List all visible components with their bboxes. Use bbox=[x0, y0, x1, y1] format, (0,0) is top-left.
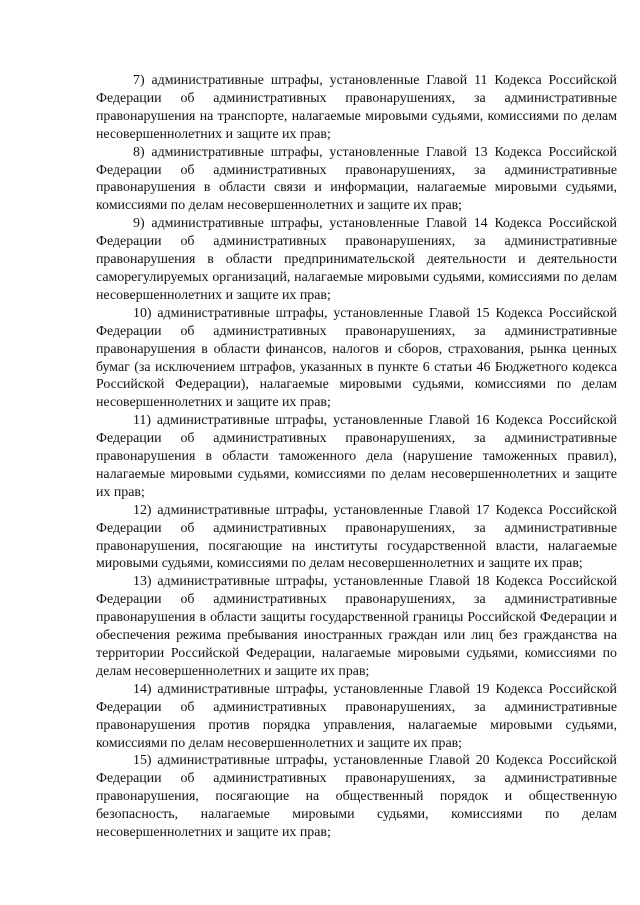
paragraph-item-15: 15) административные штрафы, установленные Главой 20 Кодекса Российской Федерации об административных правонарушениях, за административные правонарушения, посягающие на общественный порядок и общественную безопасность, налагаемые мировыми судьями, комиссиями по делам несовершеннолетних и защите их прав; bbox=[96, 753, 617, 841]
paragraph-item-12: 12) административные штрафы, установленные Главой 17 Кодекса Российской Федерации об административных правонарушениях, за административные правонарушения, посягающие на институты государственной власти, налагаемые мировыми судьями, комиссиями по делам несовершеннолетних и защите их прав; bbox=[96, 502, 617, 572]
paragraph-item-13: 13) административные штрафы, установленные Главой 18 Кодекса Российской Федерации об административных правонарушениях, за административные правонарушения в области защиты государственной границы Российской Федерации и обеспечения режима пребывания иностранных граждан или лиц без гражданства на территории Российской Федерации, налагаемые мировыми судьями, комиссиями по делам несовершеннолетних и защите их прав; bbox=[96, 574, 617, 679]
paragraph-item-11: 11) административные штрафы, установленные Главой 16 Кодекса Российской Федерации об административных правонарушениях, за административные правонарушения в области таможенного дела (нарушение таможенных правил), налагаемые мировыми судьями, комиссиями по делам несовершеннолетних и защите их прав; bbox=[96, 413, 617, 500]
paragraph-item-14: 14) административные штрафы, установленные Главой 19 Кодекса Российской Федерации об административных правонарушениях, за административные правонарушения против порядка управления, налагаемые мировыми судьями, комиссиями по делам несовершеннолетних и защите их прав; bbox=[96, 681, 617, 751]
paragraph-item-10: 10) административные штрафы, установленные Главой 15 Кодекса Российской Федерации об административных правонарушениях, за административные правонарушения в области финансов, налогов и сборов, страхования, рынка ценных бумаг (за исключением штрафов, указанных в пункте 6 статьи 46 Бюджетного кодекса Российской Федерации), налагаемые мировыми судьями, комиссиями по делам несовершеннолетних и защите их прав; bbox=[96, 305, 617, 411]
document-body bbox=[96, 72, 617, 842]
paragraph-item-9: 9) административные штрафы, установленные Главой 14 Кодекса Российской Федерации об административных правонарушениях, за административные правонарушения в области предпринимательской деятельности и деятельности саморегулируемых организаций, налагаемые мировыми судьями, комиссиями по делам несовершеннолетних и защите их прав; bbox=[96, 216, 617, 303]
paragraph-item-8: 8) административные штрафы, установленные Главой 13 Кодекса Российской Федерации об административных правонарушениях, за административные правонарушения в области связи и информации, налагаемые мировыми судьями, комиссиями по делам несовершеннолетних и защите их прав; bbox=[96, 144, 617, 214]
paragraph-item-7: 7) административные штрафы, установленные Главой 11 Кодекса Российской Федерации об административных правонарушениях, за административные правонарушения на транспорте, налагаемые мировыми судьями, комиссиями по делам несовершеннолетних и защите их прав; bbox=[96, 73, 617, 142]
